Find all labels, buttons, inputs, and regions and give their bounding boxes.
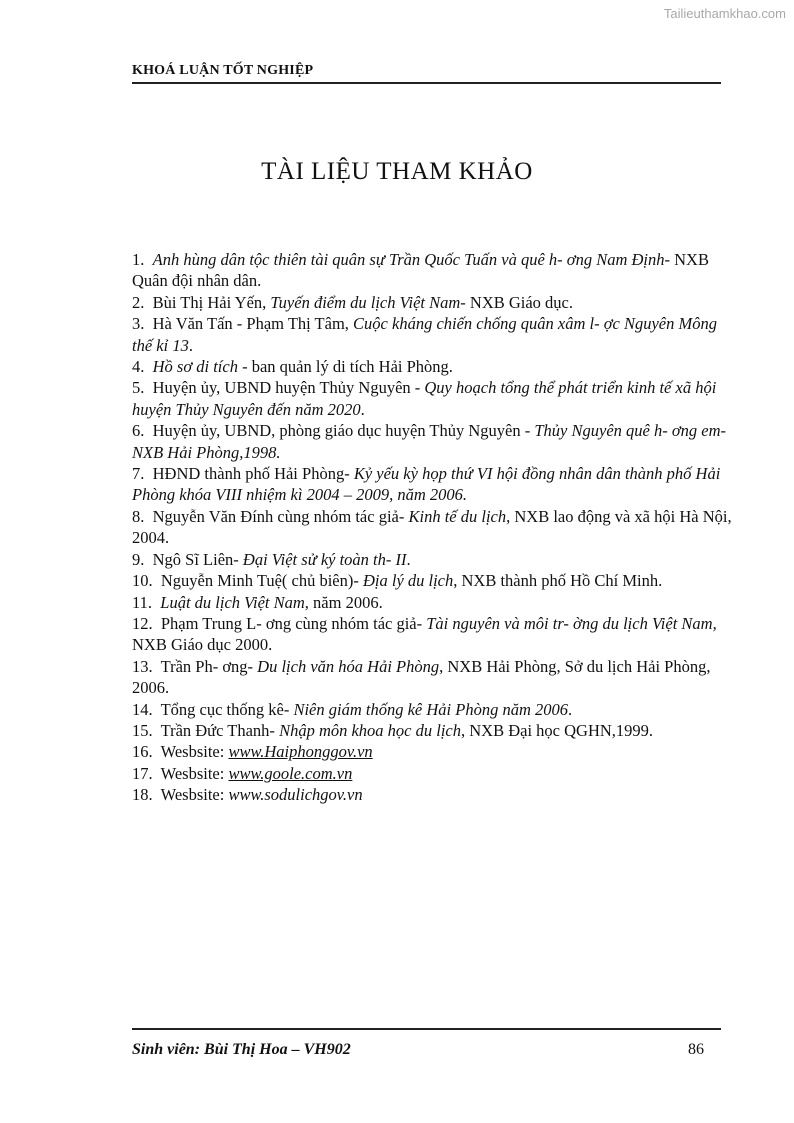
watermark: Tailieuthamkhao.com <box>663 6 786 21</box>
reference-author: Trần Ph- ơng- <box>160 656 258 676</box>
reference-number: 10. <box>132 571 153 591</box>
reference-item <box>132 377 732 420</box>
reference-title: Tài nguyên và môi tr- ờng du lịch Việt Nam, <box>426 613 717 633</box>
reference-publisher: - NXB Giáo dục. <box>460 292 574 312</box>
reference-number: 11. <box>132 592 153 612</box>
reference-publisher: - NXB Quân đội nhân dân. <box>132 250 709 291</box>
reference-author: Nguyễn Minh Tuệ( chủ biên)- <box>160 571 363 591</box>
reference-number: 9. <box>132 549 145 569</box>
reference-title: Niên giám thống kê Hải Phòng năm 2006 <box>293 699 568 719</box>
reference-number: 12. <box>132 613 153 633</box>
reference-number: 13. <box>132 656 153 676</box>
reference-author: Huyện ủy, UBND huyện Thủy Nguyên - <box>152 378 425 398</box>
reference-author: Hà Văn Tấn - Phạm Thị Tâm, <box>152 314 354 334</box>
reference-number: 2. <box>132 292 145 312</box>
footer-student: Sinh viên: Bùi Thị Hoa – VH902 <box>132 1041 351 1058</box>
reference-number: 7. <box>132 464 145 484</box>
reference-publisher: . <box>360 399 365 419</box>
reference-publisher: . <box>188 335 193 355</box>
reference-author: Trần Đức Thanh- <box>160 720 280 740</box>
reference-item <box>132 356 732 377</box>
reference-title: Đại Việt sử ký toàn th- II <box>242 549 407 569</box>
reference-number: 5. <box>132 378 145 398</box>
reference-item <box>132 420 732 463</box>
reference-publisher: , NXB thành phố Hồ Chí Minh. <box>453 571 663 591</box>
reference-item <box>132 463 732 506</box>
reference-title: Kinh tế du lịch <box>408 506 507 526</box>
reference-item <box>132 313 732 356</box>
reference-publisher: , năm 2006. <box>304 592 383 612</box>
reference-number: 14. <box>132 699 153 719</box>
reference-title: Anh hùng dân tộc thiên tài quân sự Trần Quốc Tuấn và quê h- ơng Nam Định <box>152 250 665 269</box>
reference-link[interactable]: www.Haiphonggov.vn <box>228 742 373 762</box>
reference-author: HĐND thành phố Hải Phòng- <box>152 464 354 484</box>
reference-title: www.sodulichgov.vn <box>228 785 363 805</box>
reference-title: Thủy Nguyên quê h- ơng em- NXB Hải Phòng,1998. <box>132 421 727 462</box>
reference-title: Du lịch văn hóa Hải Phòng <box>257 656 440 676</box>
reference-number: 18. <box>132 785 153 805</box>
reference-number: 16. <box>132 742 153 762</box>
reference-title: Kỷ yếu kỳ họp thứ VI hội đồng nhân dân thành phố Hải Phòng khóa VIII nhiệm kì 2004 – 2009, năm 2006. <box>132 464 721 505</box>
reference-item <box>132 741 732 762</box>
reference-item <box>132 249 732 292</box>
reference-number: 1. <box>132 250 145 269</box>
reference-number: 8. <box>132 506 145 526</box>
reference-author: Huyện ủy, UBND, phòng giáo dục huyện Thủy Nguyên - <box>152 421 535 441</box>
page-number: 86 <box>688 1041 704 1058</box>
reference-title: Cuộc kháng chiến chống quân xâm l- ợc Nguyên Mông thế kỉ 13 <box>132 314 717 355</box>
reference-publisher: , NXB Đại học QGHN,1999. <box>461 720 654 740</box>
reference-title: Tuyến điểm du lịch Việt Nam <box>270 292 461 312</box>
reference-publisher: , NXB Hải Phòng, Sở du lịch Hải Phòng, 2006. <box>132 656 711 698</box>
reference-title: Luật du lịch Việt Nam <box>160 592 305 612</box>
reference-item <box>132 784 732 805</box>
reference-item <box>132 592 732 613</box>
reference-title: Hồ sơ di tích <box>152 357 238 377</box>
reference-author: Tổng cục thống kê- <box>160 699 294 719</box>
footer-rule <box>132 1028 721 1030</box>
reference-author: Bùi Thị Hải Yến, <box>152 292 271 312</box>
reference-publisher: NXB Giáo dục 2000. <box>132 635 273 655</box>
running-header: KHOÁ LUẬN TỐT NGHIỆP <box>132 63 314 78</box>
page-title: TÀI LIỆU THAM KHẢO <box>261 158 533 185</box>
reference-publisher: - ban quản lý di tích Hải Phòng. <box>237 357 453 377</box>
header-rule <box>132 82 721 84</box>
reference-item <box>132 570 732 591</box>
reference-author: Nguyễn Văn Đính cùng nhóm tác giả- <box>152 506 409 526</box>
reference-publisher: , NXB lao động và xã hội Hà Nội, 2004. <box>132 506 732 548</box>
reference-item <box>132 292 732 313</box>
reference-title: Nhập môn khoa học du lịch <box>279 720 461 740</box>
reference-number: 15. <box>132 720 153 740</box>
reference-publisher: . <box>406 549 411 569</box>
reference-number: 6. <box>132 421 145 441</box>
reference-author: Wesbsite: <box>160 742 229 762</box>
reference-author: Phạm Trung L- ơng cùng nhóm tác giả- <box>160 613 427 633</box>
reference-item <box>132 506 732 549</box>
reference-publisher: . <box>567 699 573 719</box>
reference-item <box>132 720 732 741</box>
reference-author: Wesbsite: <box>160 785 229 805</box>
reference-list <box>132 249 732 806</box>
reference-link[interactable]: www.goole.com.vn <box>228 763 353 783</box>
reference-title: Địa lý du lịch <box>362 571 454 591</box>
reference-number: 4. <box>132 357 145 377</box>
reference-author: Ngô Sĩ Liên- <box>152 549 243 569</box>
reference-author: Wesbsite: <box>160 763 229 783</box>
reference-item <box>132 549 732 570</box>
reference-number: 3. <box>132 314 145 334</box>
reference-item <box>132 656 732 699</box>
reference-item <box>132 763 732 784</box>
reference-number: 17. <box>132 763 153 783</box>
reference-item <box>132 613 732 656</box>
reference-title: Quy hoạch tổng thể phát triển kinh tế xã hội huyện Thủy Nguyên đến năm 2020 <box>132 378 717 419</box>
reference-item <box>132 699 732 720</box>
